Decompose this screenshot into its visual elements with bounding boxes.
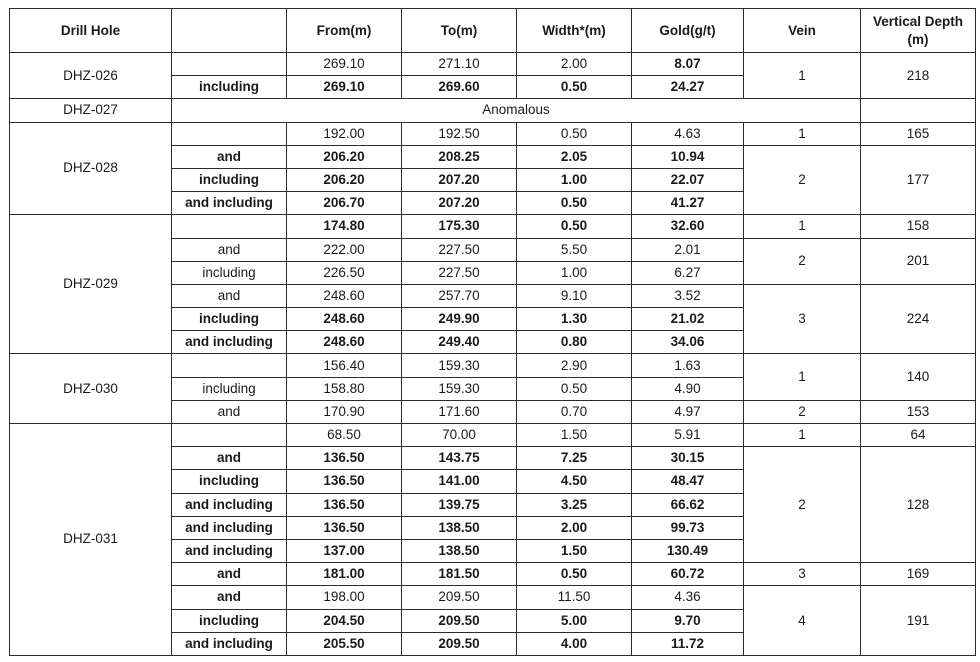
gold-cell: 8.07 (632, 53, 744, 76)
table-row (10, 215, 976, 238)
depth-cell: 224 (861, 284, 976, 354)
table-row (10, 99, 976, 122)
gold-cell: 4.63 (632, 122, 744, 145)
anomalous-cell: Anomalous (172, 99, 861, 122)
gold-cell: 1.63 (632, 354, 744, 377)
to-cell: 138.50 (402, 516, 517, 539)
qualifier-cell: and (172, 400, 287, 423)
to-cell: 257.70 (402, 284, 517, 307)
qualifier-cell (172, 122, 287, 145)
qualifier-cell: including (172, 168, 287, 191)
width-cell: 3.25 (517, 493, 632, 516)
from-cell: 206.70 (287, 192, 402, 215)
from-cell: 68.50 (287, 424, 402, 447)
depth-cell: 153 (861, 400, 976, 423)
from-cell: 136.50 (287, 447, 402, 470)
gold-cell: 4.90 (632, 377, 744, 400)
width-cell: 0.50 (517, 563, 632, 586)
from-cell: 204.50 (287, 609, 402, 632)
to-cell: 249.90 (402, 308, 517, 331)
to-cell: 209.50 (402, 609, 517, 632)
depth-cell (861, 99, 976, 122)
from-cell: 198.00 (287, 586, 402, 609)
drill-hole-cell: DHZ-029 (10, 215, 172, 354)
to-cell: 207.20 (402, 192, 517, 215)
drill-hole-cell: DHZ-028 (10, 122, 172, 215)
qualifier-cell: and (172, 447, 287, 470)
to-cell: 171.60 (402, 400, 517, 423)
vein-cell: 3 (744, 284, 861, 354)
width-cell: 7.25 (517, 447, 632, 470)
vein-cell: 2 (744, 145, 861, 215)
qualifier-cell: and (172, 563, 287, 586)
qualifier-cell (172, 53, 287, 76)
from-cell: 192.00 (287, 122, 402, 145)
to-cell: 175.30 (402, 215, 517, 238)
header-vein: Vein (744, 9, 861, 53)
drill-results-table (9, 8, 976, 656)
width-cell: 1.30 (517, 308, 632, 331)
qualifier-cell: including (172, 377, 287, 400)
from-cell: 222.00 (287, 238, 402, 261)
qualifier-cell (172, 424, 287, 447)
header-drill-hole: Drill Hole (10, 9, 172, 53)
to-cell: 143.75 (402, 447, 517, 470)
gold-cell: 10.94 (632, 145, 744, 168)
gold-cell: 48.47 (632, 470, 744, 493)
gold-cell: 11.72 (632, 632, 744, 655)
vein-cell: 1 (744, 122, 861, 145)
header-gold: Gold(g/t) (632, 9, 744, 53)
to-cell: 227.50 (402, 261, 517, 284)
from-cell: 158.80 (287, 377, 402, 400)
to-cell: 271.10 (402, 53, 517, 76)
depth-cell: 64 (861, 424, 976, 447)
qualifier-cell: and including (172, 632, 287, 655)
width-cell: 0.70 (517, 400, 632, 423)
qualifier-cell: including (172, 470, 287, 493)
width-cell: 11.50 (517, 586, 632, 609)
from-cell: 170.90 (287, 400, 402, 423)
width-cell: 1.50 (517, 539, 632, 562)
gold-cell: 60.72 (632, 563, 744, 586)
from-cell: 248.60 (287, 308, 402, 331)
gold-cell: 32.60 (632, 215, 744, 238)
from-cell: 174.80 (287, 215, 402, 238)
gold-cell: 41.27 (632, 192, 744, 215)
width-cell: 5.00 (517, 609, 632, 632)
gold-cell: 2.01 (632, 238, 744, 261)
width-cell: 0.50 (517, 377, 632, 400)
to-cell: 159.30 (402, 354, 517, 377)
width-cell: 2.90 (517, 354, 632, 377)
qualifier-cell: and (172, 586, 287, 609)
to-cell: 192.50 (402, 122, 517, 145)
vein-cell: 2 (744, 400, 861, 423)
vein-cell: 2 (744, 447, 861, 563)
from-cell: 248.60 (287, 331, 402, 354)
width-cell: 1.00 (517, 168, 632, 191)
from-cell: 248.60 (287, 284, 402, 307)
from-cell: 269.10 (287, 53, 402, 76)
qualifier-cell: and including (172, 539, 287, 562)
depth-cell: 165 (861, 122, 976, 145)
header-vertical-depth: Vertical Depth (m) (861, 9, 976, 53)
depth-cell: 158 (861, 215, 976, 238)
to-cell: 207.20 (402, 168, 517, 191)
gold-cell: 21.02 (632, 308, 744, 331)
qualifier-cell: and (172, 284, 287, 307)
to-cell: 70.00 (402, 424, 517, 447)
width-cell: 2.05 (517, 145, 632, 168)
width-cell: 4.00 (517, 632, 632, 655)
to-cell: 181.50 (402, 563, 517, 586)
depth-cell: 191 (861, 586, 976, 656)
from-cell: 206.20 (287, 168, 402, 191)
qualifier-cell (172, 354, 287, 377)
drill-hole-cell: DHZ-031 (10, 424, 172, 656)
from-cell: 156.40 (287, 354, 402, 377)
from-cell: 205.50 (287, 632, 402, 655)
qualifier-cell: and (172, 145, 287, 168)
gold-cell: 130.49 (632, 539, 744, 562)
to-cell: 139.75 (402, 493, 517, 516)
to-cell: 141.00 (402, 470, 517, 493)
qualifier-cell: including (172, 609, 287, 632)
width-cell: 1.50 (517, 424, 632, 447)
depth-cell: 128 (861, 447, 976, 563)
width-cell: 0.80 (517, 331, 632, 354)
from-cell: 181.00 (287, 563, 402, 586)
vein-cell: 3 (744, 563, 861, 586)
gold-cell: 4.97 (632, 400, 744, 423)
vein-cell: 1 (744, 215, 861, 238)
gold-cell: 4.36 (632, 586, 744, 609)
width-cell: 0.50 (517, 192, 632, 215)
width-cell: 2.00 (517, 53, 632, 76)
gold-cell: 66.62 (632, 493, 744, 516)
drill-hole-cell: DHZ-027 (10, 99, 172, 122)
qualifier-cell: including (172, 308, 287, 331)
to-cell: 159.30 (402, 377, 517, 400)
depth-cell: 218 (861, 53, 976, 99)
width-cell: 9.10 (517, 284, 632, 307)
to-cell: 208.25 (402, 145, 517, 168)
depth-cell: 169 (861, 563, 976, 586)
header-from: From(m) (287, 9, 402, 53)
table-row (10, 354, 976, 377)
gold-cell: 99.73 (632, 516, 744, 539)
gold-cell: 30.15 (632, 447, 744, 470)
width-cell: 0.50 (517, 122, 632, 145)
from-cell: 136.50 (287, 493, 402, 516)
header-to: To(m) (402, 9, 517, 53)
width-cell: 4.50 (517, 470, 632, 493)
from-cell: 226.50 (287, 261, 402, 284)
qualifier-cell: and (172, 238, 287, 261)
width-cell: 0.50 (517, 76, 632, 99)
qualifier-cell: and including (172, 192, 287, 215)
qualifier-cell: including (172, 261, 287, 284)
to-cell: 209.50 (402, 632, 517, 655)
width-cell: 2.00 (517, 516, 632, 539)
from-cell: 137.00 (287, 539, 402, 562)
qualifier-cell: and including (172, 516, 287, 539)
gold-cell: 9.70 (632, 609, 744, 632)
vein-cell: 1 (744, 53, 861, 99)
to-cell: 209.50 (402, 586, 517, 609)
drill-hole-cell: DHZ-026 (10, 53, 172, 99)
from-cell: 206.20 (287, 145, 402, 168)
gold-cell: 3.52 (632, 284, 744, 307)
qualifier-cell: and including (172, 493, 287, 516)
qualifier-cell: including (172, 76, 287, 99)
depth-cell: 201 (861, 238, 976, 284)
vein-cell: 4 (744, 586, 861, 656)
from-cell: 136.50 (287, 516, 402, 539)
qualifier-cell (172, 215, 287, 238)
gold-cell: 24.27 (632, 76, 744, 99)
header-width: Width*(m) (517, 9, 632, 53)
vein-cell: 2 (744, 238, 861, 284)
to-cell: 227.50 (402, 238, 517, 261)
width-cell: 0.50 (517, 215, 632, 238)
gold-cell: 34.06 (632, 331, 744, 354)
vein-cell: 1 (744, 424, 861, 447)
table-row (10, 122, 976, 145)
from-cell: 269.10 (287, 76, 402, 99)
to-cell: 138.50 (402, 539, 517, 562)
width-cell: 1.00 (517, 261, 632, 284)
gold-cell: 6.27 (632, 261, 744, 284)
header-qualifier (172, 9, 287, 53)
gold-cell: 22.07 (632, 168, 744, 191)
drill-hole-cell: DHZ-030 (10, 354, 172, 424)
header-row (10, 9, 976, 53)
gold-cell: 5.91 (632, 424, 744, 447)
width-cell: 5.50 (517, 238, 632, 261)
depth-cell: 177 (861, 145, 976, 215)
from-cell: 136.50 (287, 470, 402, 493)
vein-cell: 1 (744, 354, 861, 400)
table-row (10, 53, 976, 76)
qualifier-cell: and including (172, 331, 287, 354)
table-row (10, 424, 976, 447)
depth-cell: 140 (861, 354, 976, 400)
to-cell: 249.40 (402, 331, 517, 354)
to-cell: 269.60 (402, 76, 517, 99)
